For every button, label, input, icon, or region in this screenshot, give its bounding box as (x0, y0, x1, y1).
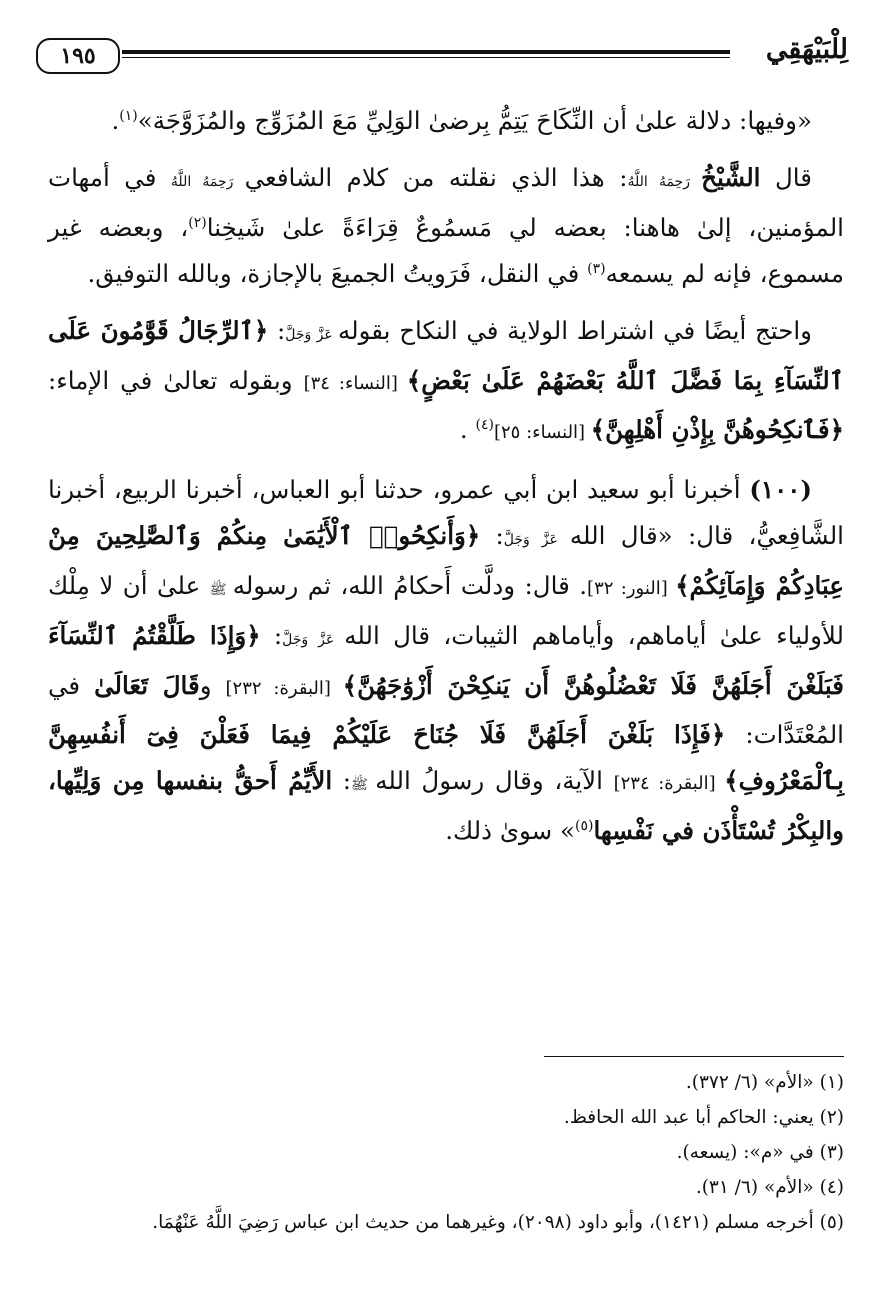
paragraph-3 (48, 308, 844, 456)
footnote-5: (٥) أخرجه مسلم (١٤٢١)، وأبو داود (٢٠٩٨)، وغيرهما من حديث ابن عباس رَضِيَ اللَّهُ عَنْهُمَا. (152, 1212, 844, 1233)
hadith-text: الأَيِّمُ أَحقُّ بنفسها مِن وَلِيِّها، والبِكْرُ تُسْتَأْذَن في نَفْسِها (48, 766, 844, 845)
p4-text3: علىٰ أن لا مِلْك للأولياء علىٰ أياماهم، وأياماهم الثيبات، قال الله (48, 571, 844, 650)
verse-reference: [النساء: ٢٥] (493, 422, 591, 443)
quran-verse: ﴿وَأَنكِحُوا۟ ٱلْأَيَٰمَىٰ مِنكُمْ وَٱلصَّٰلِحِينَ مِنْ عِبَادِكُمْ وَإِمَآئِكُمْ﴾ (48, 521, 844, 600)
footnote-1: (١) «الأم» (٦/ ٣٧٢). (685, 1072, 844, 1093)
verse-reference: [النور: ٣٢] (587, 578, 676, 599)
p4-tail: » سوىٰ ذلك. (445, 816, 575, 845)
p4-text4b: في المُعْتَدَّات: (48, 671, 844, 749)
p2-text2: في أمهات المؤمنين، إلىٰ هاهنا: بعضه لي مَسمُوعٌ قِرَاءَةً علىٰ شَيخِنا (48, 163, 844, 242)
footnote-ref-1[interactable]: (١) (119, 107, 138, 124)
p1-tail: . (111, 106, 120, 135)
footnote-ref-4[interactable]: (٤) (475, 416, 494, 433)
honorific: عَزَّ وَجَلَّ (285, 327, 339, 343)
p4-text1b: : (480, 521, 504, 550)
paragraph-2 (48, 155, 844, 297)
p4-text5: الآية، وقال رسولُ الله (375, 766, 614, 795)
footnote-separator (544, 1056, 844, 1057)
sheikh-label: الشَّيْخُ (701, 163, 761, 192)
footnote-3: (٣) في «م»: (يسعه). (676, 1142, 844, 1163)
honorific: رَحِمَهُ اللَّهُ (170, 174, 245, 190)
hadith-number: (١٠٠) (749, 475, 812, 504)
footnote-ref-2[interactable]: (٢) (188, 214, 207, 231)
p3-tail: . (459, 415, 476, 444)
honorific: عَزَّ وَجَلَّ (503, 532, 570, 548)
p3-text1b: : (268, 316, 286, 345)
p4-text3b: : (260, 621, 283, 650)
header-rule (122, 50, 730, 58)
qala-taala: قَالَ تَعَالَىٰ (94, 671, 200, 700)
verse-reference: [البقرة: ٢٣٤] (613, 773, 725, 794)
p2-text4: في النقل، فَرَويتُ الجميعَ بالإجازة، وبالله التوفيق. (87, 259, 588, 288)
p1-text: «وفيها: دلالة علىٰ أن النِّكَاحَ يَتِمُّ بِرضىٰ الوَلِيِّ مَعَ المُزَوِّج والمُزَوَّجَة» (137, 106, 812, 135)
footnote-2: (٢) يعني: الحاكم أبا عبد الله الحافظ. (563, 1107, 844, 1128)
p4-text4: و (199, 671, 226, 700)
quran-verse: ﴿فَإِذَا بَلَغْنَ أَجَلَهُنَّ فَلَا جُنَاحَ عَلَيْكُمْ فِيمَا فَعَلْنَ فِىٓ أَنفُسِهِنَّ بِٱلْمَعْرُوفِ﴾ (48, 720, 844, 795)
p4-text1: أخبرنا أبو سعيد ابن أبي عمرو، حدثنا أبو العباس، أخبرنا الربيع، أخبرنا الشَّافِعيُّ، قال: «قال الله (48, 475, 844, 550)
paragraph-1 (48, 98, 844, 144)
honorific: عَزَّ وَجَلَّ (282, 632, 345, 648)
verse-reference: [النساء: ٣٤] (303, 373, 407, 394)
honorific: ﷺ (351, 777, 376, 793)
p3-text1: واحتج أيضًا في اشتراط الولاية في النكاح بقوله (338, 316, 812, 345)
main-text (48, 98, 844, 865)
p3-text2: وبقوله تعالىٰ في الإماء: (48, 366, 304, 395)
verse-reference: [البقرة: ٢٣٢] (225, 678, 343, 699)
footnote-ref-3[interactable]: (٣) (587, 260, 606, 277)
quran-verse: ﴿ٱلرِّجَالُ قَوَّٰمُونَ عَلَى ٱلنِّسَآءِ بِمَا فَضَّلَ ٱللَّهُ بَعْضَهُمْ عَلَىٰ بَعْضٍ﴾ (48, 316, 845, 395)
footnote-4: (٤) «الأم» (٦/ ٣١). (695, 1177, 844, 1198)
footnote-ref-5[interactable]: (٥) (575, 817, 594, 834)
quran-verse: ﴿فَٱنكِحُوهُنَّ بِإِذْنِ أَهْلِهِنَّ﴾ (590, 415, 844, 444)
honorific: ﷺ (209, 582, 233, 598)
footnotes (48, 1068, 844, 1243)
paragraph-4 (48, 467, 844, 854)
quran-verse: ﴿وَإِذَا طَلَّقْتُمُ ٱلنِّسَآءَ فَبَلَغْنَ أَجَلَهُنَّ فَلَا تَعْضُلُوهُنَّ أَن يَنكِحْنَ أَزْوَٰجَهُنَّ﴾ (48, 621, 845, 700)
page-number: ١٩٥ (36, 38, 120, 74)
p4-text2: . قال: ودلَّت أَحكامُ الله، ثم رسوله (232, 571, 588, 600)
p4-text5b: : (332, 766, 352, 795)
p2-text1: : هذا الذي نقلته من كلام الشافعي (244, 163, 628, 192)
honorific: رَحِمَهُ اللَّهُ (627, 174, 702, 190)
p2-lead: قال (760, 163, 812, 192)
running-title: لِلْبَيْهَقِي (765, 34, 848, 65)
p2-text3: ، وبعضه غير مسموع، فإنه لم يسمعه (48, 213, 844, 288)
